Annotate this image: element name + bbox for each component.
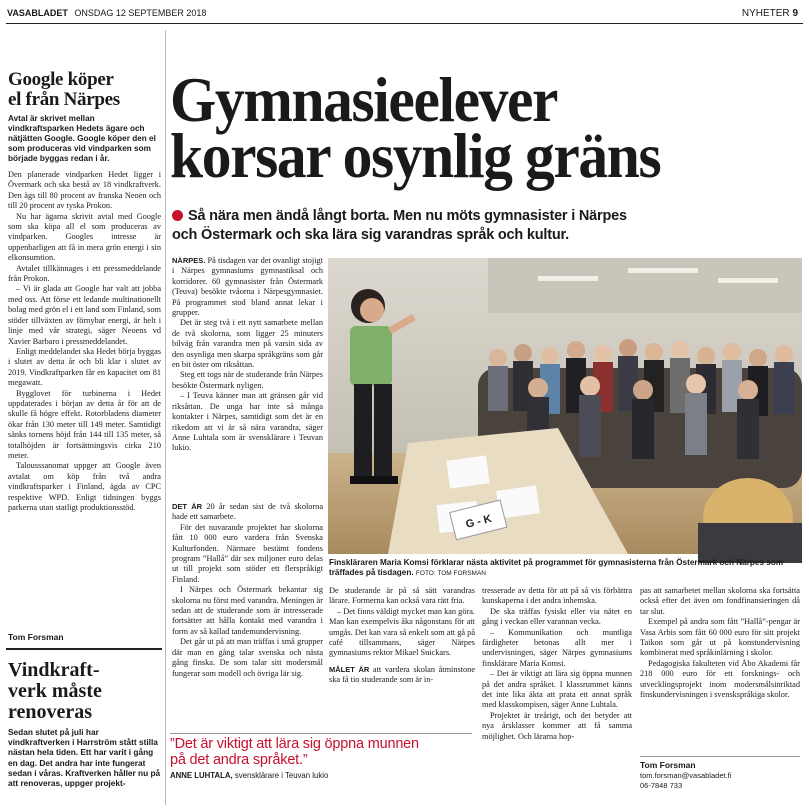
column-rule: [165, 30, 166, 805]
paragraph: – I Teuva känner man att gränsen går vid riksåttan. De unga har inte så många kontakter i Närpes, samtidigt som det är en rikedom att vi är så nära varandra, säger Anne Luhtala som är svensklärare i Teuvan lukio.: [172, 391, 323, 453]
byline-rule: [640, 756, 800, 757]
masthead: [7, 8, 206, 18]
brief-google: [8, 70, 161, 620]
photo-illustration: [328, 258, 802, 554]
paragraph: – Kommunikation och muntliga färdigheter betonas allt mer i undervisningen, säger Närpes gymnasiums finsklärare Maria Komsi.: [482, 627, 632, 668]
paragraph: pas att samarbetet mellan skolorna ska fortsätta också efter det även om fondfinansieringen då tar slut.: [640, 586, 800, 616]
pull-quote: [170, 737, 480, 780]
para-text: 20 år sedan sist de två skolorna hade ett samarbete.: [172, 502, 324, 522]
quote-rule: [170, 733, 472, 734]
page-number: 9: [792, 8, 798, 19]
photo-sign-text: G - K: [464, 512, 493, 531]
paragraph: Avtalet tillkännages i ett pressmeddelande från Prokon.: [8, 263, 161, 284]
paper-name: VASABLADET: [7, 8, 68, 18]
article-col-4: [640, 586, 800, 750]
run-in: DET ÄR: [172, 502, 203, 511]
paragraph: För det nuvarande projektet har skolorna fått 10 000 euro vardera från Svenska Kulturfonden. Närmare bestämt fondens program ”Hallå” där sex miljoner euro delas ut till projekt som stöder ett flerspråkigt Finland.: [172, 522, 323, 584]
deck-line: Så nära men ändå långt borta. Men nu möts gymnasister i Närpes: [188, 208, 627, 224]
section-label: [742, 8, 798, 19]
paragraph: – Det är viktigt att lära sig öppna munnen på det andra språket. I klassrummet känns det inte lika äkta att prata ett annat språk med klasskompisen, säger Anne Luhtala.: [482, 669, 632, 710]
photo-credit: FOTO: TOM FORSMAN: [415, 570, 486, 577]
bullet-dot: [172, 210, 183, 221]
header-rule: [6, 23, 803, 24]
quote-role: svensklärare i Teuvan lukio: [234, 771, 329, 780]
deck-line: och Östermark och ska lära sig varandras språk och kultur.: [172, 227, 569, 243]
paragraph: Projektet är treårigt, och det betyder att nya årsklasser kommer att få samma möjlighet. Och lärarna hop-: [482, 710, 632, 741]
byline-name: Tom Forsman: [640, 760, 696, 770]
quote-author: ANNE LUHTALA,: [170, 771, 233, 780]
paragraph: Det är steg två i ett nytt samarbete mellan de två skolorna, som ligger 25 minuters bilväg från varandra men på varsin sida av den osynliga men skarpa språkgräns som går en bit öster om riksåttan.: [172, 318, 323, 370]
headline-line: korsar osynlig gräns: [170, 120, 661, 191]
quote-text: [170, 737, 480, 768]
byline-email[interactable]: tom.forsman@vasabladet.fi: [640, 770, 732, 780]
headline-line: Vindkraft-: [8, 659, 100, 681]
run-in: NÄRPES.: [172, 256, 206, 265]
paragraph: Det går ut på att man träffas i små grupper där man en gång talar svenska och nästa gång finska. De som talar sitt modersmål fungerar som modell och övriga lär sig.: [172, 637, 323, 678]
paragraph: De ska träffas fysiskt eller via nätet en gång i veckan eller varannan vecka.: [482, 606, 632, 627]
paragraph: I Närpes och Östermark bekantar sig skolorna nu först med varandra. Meningen är sedan att de studerande som är intresserade fortsätter att hålla kontakt med varandra i form av så kallad tandemundervisning.: [172, 585, 323, 636]
article-col-2: [329, 586, 475, 722]
paragraph: Den planerade vindparken Hedet ligger i Övermark och ska bestå av 18 vindkraftverk. Den ägs till 80 procent av franska Neoen och till 20 procent av tyska Prokon.: [8, 170, 161, 211]
brief-divider: [6, 648, 162, 650]
paragraph: Pedagogiska fakulteten vid Åbo Akademi får 218 000 euro för ett forsknings- och utvecklingsprojekt inom modersmålsinriktad finskundervisningen i svenskspråkiga skolor.: [640, 658, 800, 700]
section-name: NYHETER: [741, 8, 790, 19]
run-in: MÅLET ÄR: [329, 664, 370, 674]
brief-google-lead: Avtal är skrivet mellan vindkraftsparken Hedets ägare och nätjätten Google. Google köper den el som produceras vid vindparken som började byggas redan i år.: [8, 114, 156, 163]
paragraph: Talousssanomat uppger att Google även avtalat om köp från två andra vindkraftsparker i Finland, ägda av CPC respektive WPD. Enligt tidningen byggs parkerna utan statligt produktionsstöd.: [8, 461, 161, 512]
paragraph: De studerande är på så sätt varandras lärare. Formerna kan också vara rätt fria.: [329, 586, 475, 606]
paragraph: Steg ett togs när de studerande från Närpes besökte Östermark nyligen.: [172, 370, 323, 390]
headline-line: el från Närpes: [8, 89, 120, 110]
brief-vindkraft: [8, 660, 161, 789]
main-deck: [172, 207, 802, 245]
headline-line: verk måste: [8, 680, 102, 702]
article-photo: [328, 258, 802, 554]
headline-line: Google köper: [8, 69, 114, 90]
headline-line: renoveras: [8, 701, 93, 723]
paragraph: Exempel på andra som fått ”Hallå”-pengar är Vasa Arbis som fått 60 000 euro för sitt projekt Taikon som går ut på konstundervisning kombinerat med språkinlärning i skolor.: [640, 617, 800, 658]
article-byline: [640, 760, 800, 792]
article-col-1: [172, 256, 323, 494]
paragraph: – Vi är glada att Google har valt att jobba med oss. Att förse ett ledande multinationellt bolag med grön el i ett land som Finland, som stöder tillväxten av förnybar energi, är helt i linje med vår strategi, säger Neoens vd Xavier Barbaro i pressmeddelandet.: [8, 284, 161, 346]
caption-text: Finskläraren Maria Komsi förklarar nästa aktivitet på programmet för gymnasisterna från Östermark och Närpes som träffades på tisdagen.: [329, 558, 784, 577]
article-col-1b: [172, 502, 323, 722]
brief-vindkraft-headline: [8, 660, 161, 723]
paragraph: Bygglovet för turbinerna i Hedet uppdaterades i början av detta år för att de skulle få högre effekt. Rotorbladens diameter ökar från 130 meter till 149 meter. Samtidigt sänks tornens höjd från 144 till 135 meter, så totalhöjden är fortsättningsvis cirka 210 meter.: [8, 388, 161, 460]
paragraph: tresserade av detta för att på så vis förbättra kunskaperna i det andra inhemska.: [482, 586, 632, 606]
quote-line: ”Det är viktigt att lära sig öppna munnen: [170, 736, 419, 752]
brief-google-body: [8, 170, 161, 620]
paragraph: Enligt meddelandet ska Hedet börja byggas i slutet av detta år och bli klar i slutet av 2019. Vindkraftparken får en kapacitet om 81 megawatt.: [8, 346, 161, 388]
para-text: På tisdagen var det ovanligt stojigt i Närpes gymnasiums gymnastiksal och korridorer. 60 gymnasister från Östermark (Teuva) besökte tvåorna i Närpesgymnasiet. På programmet stod bland annat lekar i grupper.: [172, 256, 323, 318]
brief-vindkraft-lead: Sedan slutet på juli har vindkraftverken i Harrström stått stilla nästan hela tiden. Ett har varit i gång en dag. Det andra har inte fungerat sedan i våras. Kraftverken håller nu på att renoveras, uppger projekt-: [8, 727, 161, 789]
quote-attribution: [170, 771, 480, 780]
main-headline: [170, 64, 756, 191]
article-col-3: [482, 586, 632, 741]
paragraph: [329, 665, 475, 686]
quote-line: på det andra språket.”: [170, 751, 308, 768]
brief-google-headline: [8, 70, 161, 110]
paragraph: [172, 256, 323, 318]
headline-line: Gymnasieelever: [170, 64, 558, 135]
paragraph: [172, 502, 323, 523]
paragraph: – Det finns väldigt mycket man kan göra. Man kan exempelvis åka någonstans för att umgås. Det kan vara så enkelt som att gå på café tillsammans, säger Närpes gymnasiums rektor Mikael Snickars.: [329, 606, 475, 658]
brief-google-byline: Tom Forsman: [8, 632, 64, 642]
photo-caption: [329, 558, 799, 579]
para-text: att vardera skolan åtminstone ska få tio studerande som är in-: [329, 664, 475, 685]
issue-date: ONSDAG 12 SEPTEMBER 2018: [74, 8, 207, 18]
byline-phone: 06-7848 733: [640, 781, 683, 790]
paragraph: Nu har ägarna skrivit avtal med Google som ska köpa all el som produceras av vindparken. Googles intresse är uppenbarligen att få in mera grön energi i sin elkonsumtion.: [8, 211, 161, 263]
